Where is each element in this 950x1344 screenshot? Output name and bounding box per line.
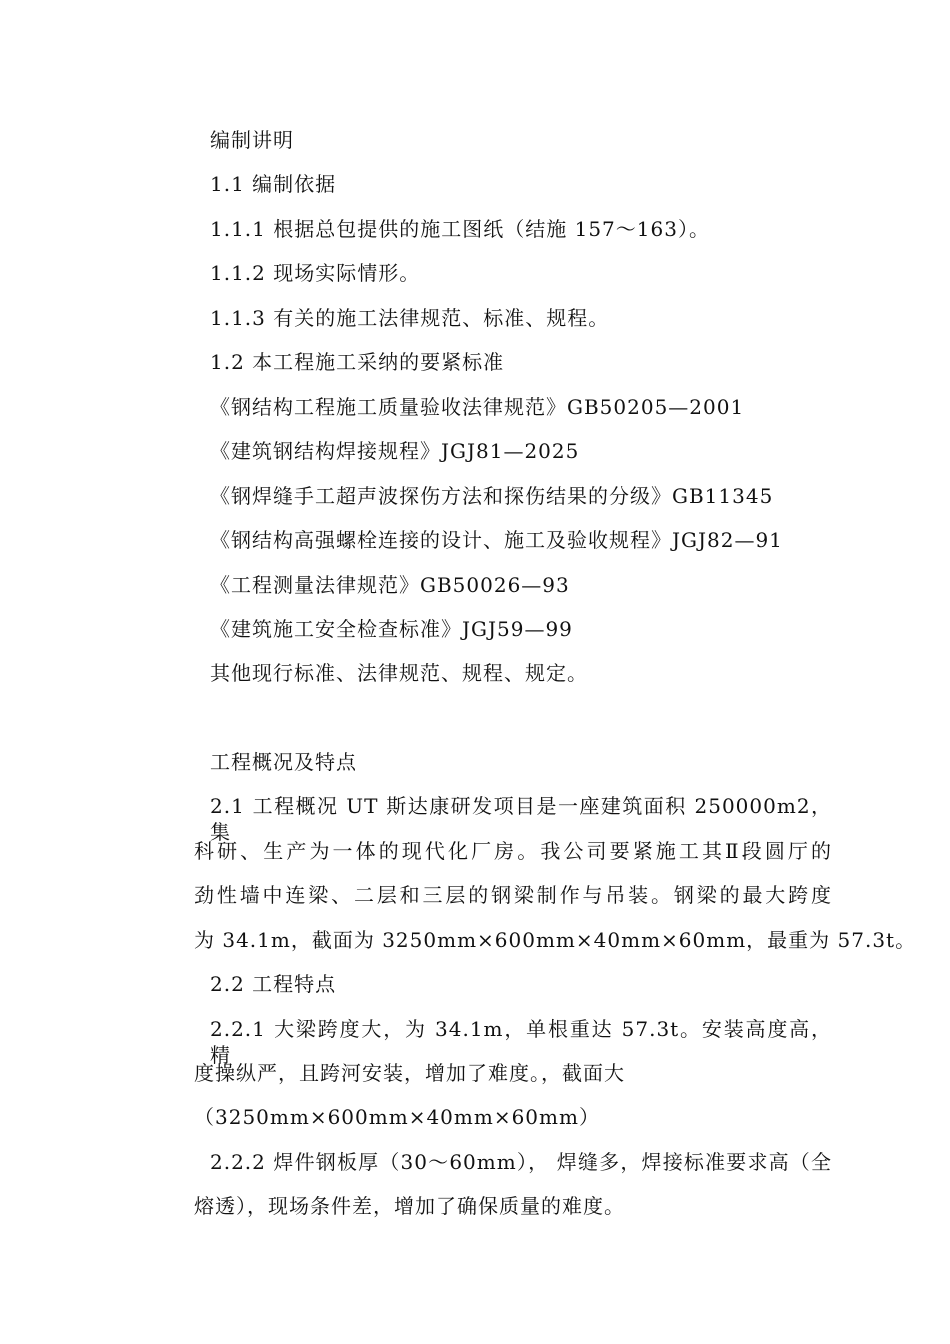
section-heading-overview: 工程概况及特点	[210, 750, 357, 774]
item-1-1-1: 1.1.1 根据总包提供的施工图纸（结施 157～163）。	[210, 217, 710, 241]
paragraph-2-1-line: 为 34.1m，截面为 3250mm×600mm×40mm×60mm，最重为 57.3t。	[194, 928, 917, 952]
paragraph-2-2-1-line: 2.2.1 大梁跨度大，为 34.1m，单根重达 57.3t。安装高度高，精	[210, 1017, 832, 1067]
paragraph-2-2-1-line: （3250mm×600mm×40mm×60mm）	[194, 1105, 600, 1129]
subheading-basis: 1.1 编制依据	[210, 172, 337, 196]
paragraph-2-2-2-line: 2.2.2 焊件钢板厚（30～60mm）， 焊缝多，焊接标准要求高（全	[210, 1150, 832, 1174]
standard-item: 《工程测量法律规范》GB50026—93	[210, 573, 570, 597]
paragraph-2-1-line: 劲性墙中连梁、二层和三层的钢梁制作与吊装。钢梁的最大跨度	[194, 883, 832, 907]
standard-item: 《钢结构高强螺栓连接的设计、施工及验收规程》JGJ82—91	[210, 528, 783, 552]
other-standards-line: 其他现行标准、法律规范、规程、规定。	[210, 661, 588, 685]
standard-item: 《建筑钢结构焊接规程》JGJ81—2025	[210, 439, 580, 463]
item-1-1-3: 1.1.3 有关的施工法律规范、标准、规程。	[210, 306, 610, 330]
section-heading-compilation: 编制讲明	[210, 128, 294, 152]
paragraph-2-1-line: 科研、生产为一体的现代化厂房。我公司要紧施工其Ⅱ段圆厅的	[194, 839, 832, 863]
paragraph-2-2-2-line: 熔透），现场条件差，增加了确保质量的难度。	[194, 1194, 625, 1218]
subheading-features: 2.2 工程特点	[210, 972, 337, 996]
standard-item: 《建筑施工安全检查标准》JGJ59—99	[210, 617, 573, 641]
paragraph-2-1-line: 2.1 工程概况 UT 斯达康研发项目是一座建筑面积 250000m2， 集	[210, 794, 832, 844]
standard-item: 《钢焊缝手工超声波探伤方法和探伤结果的分级》GB11345	[210, 484, 774, 508]
subheading-standards: 1.2 本工程施工采纳的要紧标准	[210, 350, 505, 374]
item-1-1-2: 1.1.2 现场实际情形。	[210, 261, 421, 285]
paragraph-2-2-1-line: 度操纵严，且跨河安装，增加了难度。，截面大	[194, 1061, 625, 1085]
standard-item: 《钢结构工程施工质量验收法律规范》GB50205—2001	[210, 395, 745, 419]
